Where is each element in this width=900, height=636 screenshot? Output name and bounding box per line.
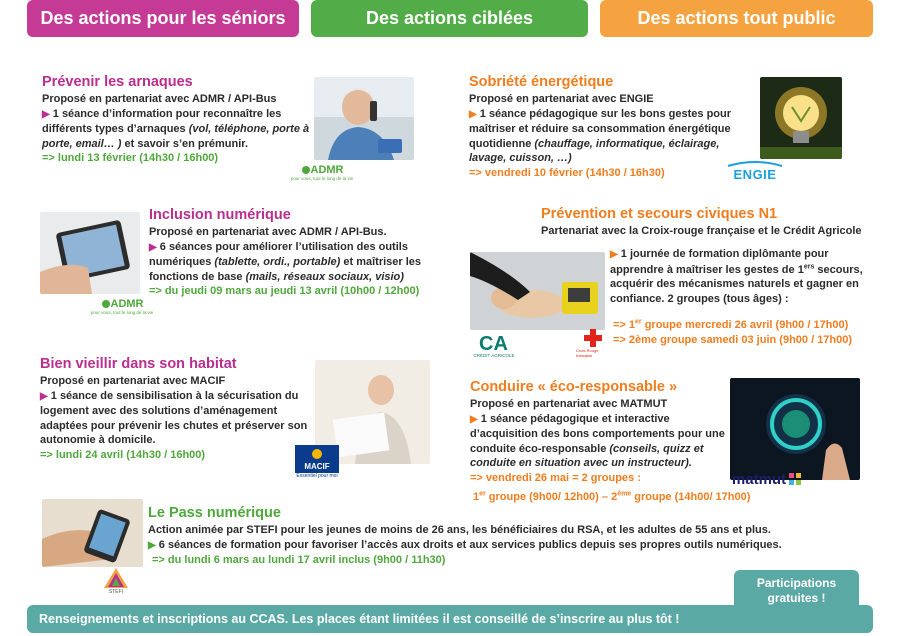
bullet-icon: ▶ xyxy=(610,249,618,260)
sobriete-date: => vendredi 10 février (14h30 / 16h30) xyxy=(469,166,665,179)
inclusion-desc: ▶ 6 séances pour améliorer l’utilisation des outils numériques (tablette, ordi., portable) et maîtriser les fonctions de base (mails, réseaux sociaux, visio) xyxy=(149,240,422,283)
tab-seniors: Des actions pour les séniors xyxy=(27,0,299,37)
conduire-groups: 1er groupe (9h00/ 12h00) – 2ème groupe (14h00/ 17h00) xyxy=(473,490,751,503)
block-arnaques xyxy=(42,73,314,166)
sobriete-partner: Proposé en partenariat avec ENGIE xyxy=(469,93,654,105)
pass-title: Le Pass numérique xyxy=(148,505,281,521)
arnaques-desc: ▶ 1 séance d’information pour reconnaître les différents types d’arnaques (vol, téléphone, porte à porte, email… ) et savoir s’en prémunir. xyxy=(42,107,310,150)
secours-title: Prévention et secours civiques N1 xyxy=(541,206,778,222)
participations-badge: Participations gratuites ! xyxy=(734,570,859,612)
svg-text:CA: CA xyxy=(479,332,508,353)
bullet-icon: ▶ xyxy=(148,539,156,551)
tab-ciblees: Des actions ciblées xyxy=(311,0,588,37)
conduire-title: Conduire « éco-responsable » xyxy=(470,379,678,395)
credit-agricole-logo: CA CRÉDIT AGRICOLE xyxy=(473,332,515,358)
admr-logo-2: ADMR pour vous, tout le long de la vie xyxy=(90,297,154,315)
stefi-logo: STEFI xyxy=(98,565,134,597)
pass-date: => du lundi 6 mars au lundi 17 avril inclus (9h00 / 11h30) xyxy=(152,554,446,567)
sobriete-title: Sobriété énergétique xyxy=(469,74,614,90)
croix-rouge-logo-icon xyxy=(583,328,603,348)
macif-logo: MACIF Essentiel pour moi xyxy=(292,440,342,484)
bullet-icon: ▶ xyxy=(470,413,478,425)
pass-desc-1: Action animée par STEFI pour les jeunes de moins de 26 ans, les bénéficiaires du RSA, et les adultes de 55 ans et plus. xyxy=(148,524,771,536)
block-conduire xyxy=(470,378,732,486)
admr-logo-icon xyxy=(301,165,311,175)
matmut-logo: matmut xyxy=(722,468,812,490)
block-habitat xyxy=(40,355,310,463)
conduire-partner: Proposé en partenariat avec MATMUT xyxy=(470,398,668,410)
macif-logo-icon xyxy=(310,448,324,460)
habitat-partner: Proposé en partenariat avec MACIF xyxy=(40,375,226,387)
bullet-icon: ▶ xyxy=(149,241,157,253)
secours-desc: ▶ 1 journée de formation diplômante pour apprendre à maîtriser les gestes de 1ers secours, acquérir des mécanismes naturels et gagner en confiance. 2 groupes (tous âges) : xyxy=(610,248,863,305)
photo-tablet xyxy=(40,212,140,294)
admr-logo-icon xyxy=(101,299,111,309)
photo-first-aid xyxy=(470,252,605,330)
secours-partner: Partenariat avec la Croix-rouge française et le Crédit Agricole xyxy=(541,225,862,237)
block-secours-desc xyxy=(610,247,872,306)
habitat-desc: ▶ 1 séance de sensibilisation à la sécurisation du logement avec des solutions d’aménagement adaptées pour prévenir les chutes et préserver son autonomie à domicile. xyxy=(40,389,308,447)
inclusion-date: => du jeudi 09 mars au jeudi 13 avril (10h00 / 12h00) xyxy=(149,285,420,298)
photo-senior-phone xyxy=(314,77,414,160)
croix-rouge-logo: Croix-Rouge française xyxy=(576,325,610,361)
inclusion-title: Inclusion numérique xyxy=(149,207,291,223)
secours-group-2: => 2ème groupe samedi 03 juin (9h00 / 17h00) xyxy=(613,333,853,346)
secours-group-1: => 1er groupe mercredi 26 avril (9h00 / 17h00) xyxy=(613,318,849,331)
conduire-date: => vendredi 26 mai = 2 groupes : xyxy=(470,471,641,484)
bullet-icon: ▶ xyxy=(40,390,48,402)
photo-lightbulb xyxy=(760,77,842,159)
admr-logo: ADMR pour vous, tout le long de la vie xyxy=(290,163,354,181)
conduire-desc: ▶ 1 séance pédagogique et interactive d’acquisition des bons comportements pour une conduite éco-responsable (conseils, quizz et conduite en situation avec un instructeur). xyxy=(470,412,725,470)
photo-phone-hand xyxy=(42,499,143,567)
inclusion-partner: Proposé en partenariat avec ADMR / API-Bus. xyxy=(149,226,387,238)
stefi-logo-icon xyxy=(103,567,129,589)
block-pass xyxy=(148,504,868,568)
block-conduire-groups xyxy=(473,490,793,505)
habitat-title: Bien vieillir dans son habitat xyxy=(40,356,237,372)
block-inclusion xyxy=(149,206,439,299)
bullet-icon: ▶ xyxy=(469,108,477,120)
engie-logo: ENGIE xyxy=(720,160,790,182)
pass-desc-2: ▶ 6 séances de formation pour favoriser l’accès aux droits et aux services publics depuis ses propres outils numériques. xyxy=(148,538,782,551)
arnaques-partner: Proposé en partenariat avec ADMR / API-Bus xyxy=(42,93,277,105)
bullet-icon: ▶ xyxy=(42,108,50,120)
sobriete-desc: ▶ 1 séance pédagogique sur les bons gestes pour maîtriser et réduire sa consommation énergétique quotidienne (chauffage, informatique, éclairage, lavage, cuisson, …) xyxy=(469,107,732,165)
block-secours xyxy=(541,205,876,239)
tab-public: Des actions tout public xyxy=(600,0,873,37)
footer-banner: Renseignements et inscriptions au CCAS. Les places étant limitées il est conseillé de s’inscrire au plus tôt ! xyxy=(27,605,873,633)
arnaques-date: => lundi 13 février (14h30 / 16h00) xyxy=(42,152,219,165)
block-secours-groups xyxy=(613,318,883,347)
photo-eco-dashboard xyxy=(730,378,860,480)
matmut-logo-icon xyxy=(788,472,802,486)
arnaques-title: Prévenir les arnaques xyxy=(42,74,193,90)
habitat-date: => lundi 24 avril (14h30 / 16h00) xyxy=(40,448,206,461)
block-sobriete xyxy=(469,73,751,181)
credit-agricole-logo-icon xyxy=(477,331,511,353)
